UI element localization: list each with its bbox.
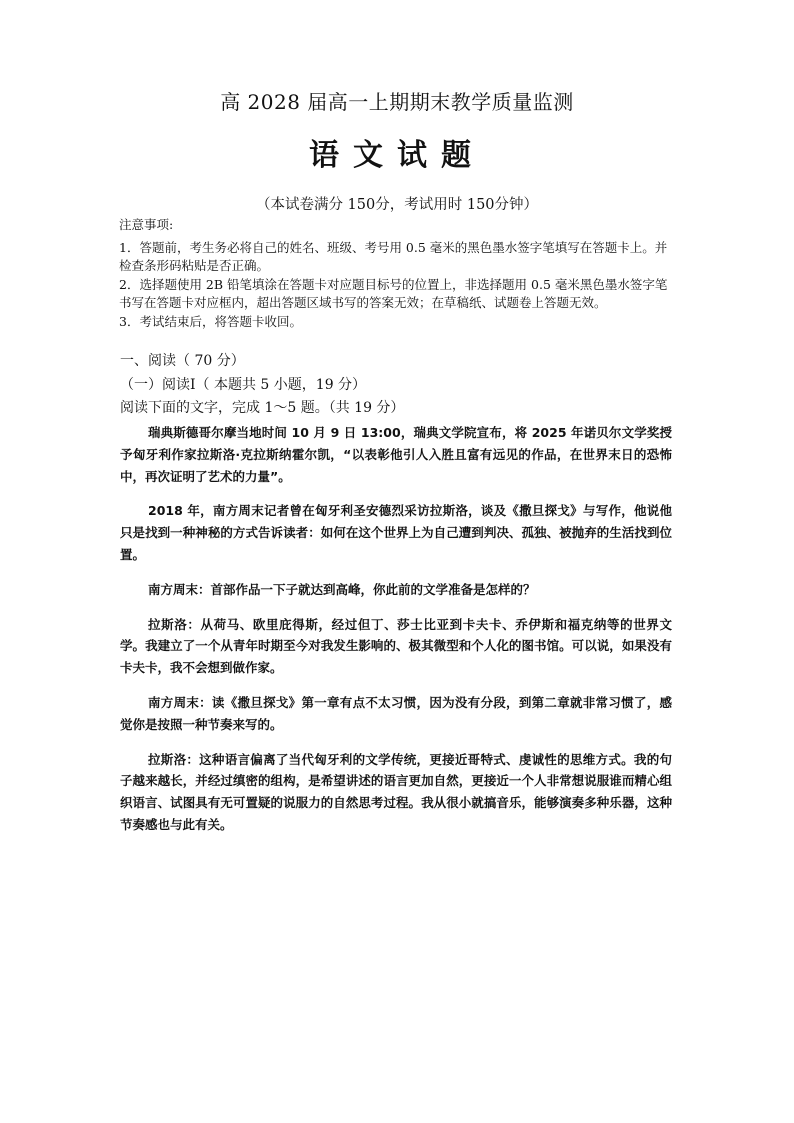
passage-paragraph: 拉斯洛：从荷马、欧里庇得斯，经过但丁、莎士比亚到卡夫卡、乔伊斯和福克纳等的世界文学。我建立了一个从青年时期至今对我发生影响的、极其微型和个人化的图书馆。可以说，如果没有卡夫卡，我不会想到做作家。: [120, 616, 672, 676]
subsection-heading: （一）阅读Ⅰ（ 本题共 5 小题，19 分）: [120, 377, 367, 393]
passage-paragraph: 南方周末：首部作品一下子就达到高峰，你此前的文学准备是怎样的？: [148, 581, 536, 597]
notice-item-number: 2．: [119, 276, 140, 292]
exam-note: （本试卷满分 150分，考试用时 150分钟）: [255, 197, 539, 213]
exam-notice: [119, 216, 679, 331]
exam-title: 高 2028 届高一上期期末教学质量监测: [220, 90, 574, 114]
notice-item-number: 3．: [119, 313, 140, 329]
passage-paragraph: 瑞典斯德哥尔摩当地时间 10 月 9 日 13:00，瑞典文学院宣布，将 2025 年诺贝尔文学奖授予匈牙利作家拉斯洛·克拉斯纳霍尔凯，“以表彰他引人入胜且富有远见的作品，在世界末日的恐怖中，再次证明了艺术的力量”。: [120, 425, 672, 484]
passage-paragraph: 2018 年，南方周末记者曾在匈牙利圣安德烈采访拉斯洛，谈及《撒旦探戈》与写作，他说他只是找到一种神秘的方式告诉读者：如何在这个世界上为自己遭到判决、孤独、被抛弃的生活找到位置。: [120, 503, 672, 562]
section-heading: 一、阅读（ 70 分）: [120, 353, 245, 369]
reading-instruction: 阅读下面的文字，完成 1～5 题。（共 19 分）: [120, 400, 405, 416]
notice-item: [119, 313, 679, 332]
notice-item: [119, 276, 679, 313]
subject-title: 语文试题: [309, 138, 485, 173]
notice-heading: 注意事项:: [119, 217, 174, 232]
notice-item: [119, 239, 679, 276]
passage-paragraph: 拉斯洛：这种语言偏离了当代匈牙利的文学传统，更接近哥特式、虔诚性的思维方式。我的句子越来越长，并经过缜密的组构，是希望讲述的语言更加自然，更接近一个人非常想说服谁而精心组织语言、试图具有无可置疑的说服力的自然思考过程。我从很小就搞音乐，能够演奏多种乐器，这种节奏感也与此有关。: [120, 751, 672, 832]
passage-paragraph: 南方周末：读《撒旦探戈》第一章有点不太习惯，因为没有分段，到第二章就非常习惯了，感觉你是按照一种节奏来写的。: [120, 694, 672, 732]
notice-item-text: 考试结束后，将答题卡收回。: [139, 313, 302, 329]
notice-item-text: 选择题使用 2B 铅笔填涂在答题卡对应题目标号的位置上，非选择题用 0.5 毫米黑色墨水签字笔书写在答题卡对应框内，超出答题区域书写的答案无效；在草稿纸、试题卷上答题无效。: [119, 276, 668, 310]
notice-item-text: 答题前，考生务必将自己的姓名、班级、考号用 0.5 毫米的黑色墨水签字笔填写在答题卡上。并检查条形码粘贴是否正确。: [119, 239, 668, 273]
reading-passage: [120, 422, 672, 836]
notice-item-number: 1．: [119, 239, 140, 255]
